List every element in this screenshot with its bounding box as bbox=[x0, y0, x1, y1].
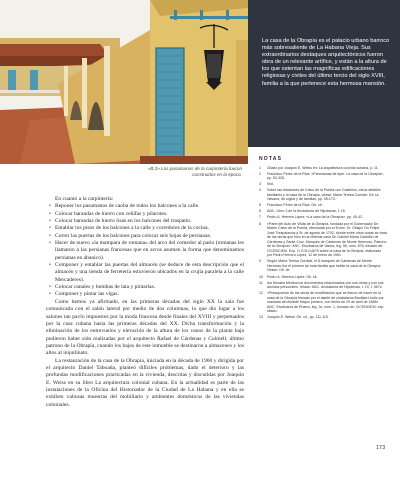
note-number: 7 bbox=[259, 215, 261, 220]
main-text bbox=[46, 196, 244, 409]
note-number: 4 bbox=[259, 188, 261, 193]
note-item bbox=[259, 182, 387, 187]
note-item bbox=[259, 166, 387, 171]
note-item bbox=[259, 172, 387, 181]
note-text: ANC. Libro 3 de la Anotaduría de Hipotecas, f. 15. bbox=[267, 209, 346, 214]
note-number: 10 bbox=[259, 274, 263, 279]
bullet-list bbox=[46, 203, 244, 298]
photo-caption: «B.3» Los pasamanos de la carpintería fueron construidos en la época. bbox=[147, 166, 242, 177]
note-text: Sobre las relaciones de Calvo de la Puerta con Castellón, cerca detalles familiares y la casa de la Obrapía, véase: María Teresa Cornide: De La Havana, de siglos y de familias, pp. 95-173. bbox=[267, 188, 381, 202]
body-paragraph: La restauración de la casa de la Obrapía, iniciada en la década de 1960 y dirigida por el arquitecto Daniel Taboada, planteó difíciles problemas, dado el deterioro y las profundas modificaciones practicadas en la vivienda, descritas y discutidas por Joaquín E. Weiss en su libro La arquitectura colonial cubana. En la actualidad es parte de las instalaciones de la Oficina del Historiador de la Ciudad de La Habana y en ella se exhiben valiosas muestras del mobiliario y ambientes domésticos de las viviendas coloniales. bbox=[46, 357, 244, 408]
notes-section bbox=[259, 157, 387, 321]
bullet-item: • Reponer los pasamanos de caoba de todos los balcones a la calle. bbox=[46, 203, 244, 210]
note-text: Así firmaba Medina los documentos relacionados con sus obras y con sus asuntos personales. Véase: ANC. Anotaduría de Hipotecas, t. 19, f. 3674. bbox=[267, 280, 384, 290]
notes-list bbox=[259, 166, 387, 320]
note-text: Ibid. bbox=[267, 182, 274, 187]
note-text: Francisco Pérez de la Riva: «Panoramas de ayer. La casa de la Obrapía», pp. 53-328. bbox=[267, 171, 384, 181]
bullet-item: • Entablar los pisos de los balcones a la calle y corredores de la cocina. bbox=[46, 225, 244, 232]
intro-line: En cuanto a la carpintería: bbox=[55, 196, 114, 202]
note-number: 13 bbox=[259, 315, 263, 320]
courtyard-photo bbox=[0, 0, 248, 164]
bullet-item: • Hacer de nuevo «la mampara de romana» del arco del comedor al patio (romanas les llamaron a las persianas francesas que en arcos asumen la forma que denominamos persianas en abanico). bbox=[46, 240, 244, 262]
note-number: 9 bbox=[259, 259, 261, 264]
note-number: 5 bbox=[259, 203, 261, 208]
bullet-item: • Componer y entablar las puertas del almacén (se deduce de esta descripción que el almacén y una tienda de ferretería estuvieron ubicados en la crujía paralela a la calle Mercaderes). bbox=[46, 262, 244, 284]
note-text: Pedro A. Herrera López: «La casa de la Obrapía», pp. 40-42. bbox=[267, 215, 364, 220]
note-number: 1 bbox=[259, 165, 261, 170]
note-number: 2 bbox=[259, 171, 261, 176]
body-paragraph: Como hemos ya afirmado, en las primeras décadas del siglo XX la sala fue comunicada con el salón lateral por medio de dos columnas, lo que dio lugar a los salones tan pavlo impuestos por la moda francesa desde finales del XVIII y perpetuados por la casa cubana hasta las primeras décadas del XX. Dicha transformación y la eliminación de los entrevuelos y elevación de la altura de los vanos de la planta baja pudieron haber sido realizadas por el arquitecto Rafael de Cárdenas y Culmell, último patrono de la Obrapía, cuando los bajos de este inmueble se destinaron a almacenes y los altos al inquilinato. bbox=[46, 298, 244, 357]
note-text: Pedro A. Herrera López: Ob. cit. bbox=[267, 274, 318, 279]
note-item bbox=[259, 188, 387, 202]
notes-title: NOTAS bbox=[259, 156, 283, 162]
note-item bbox=[259, 203, 387, 208]
note-item bbox=[259, 222, 387, 258]
note-item bbox=[259, 215, 387, 220]
sidebar-box bbox=[248, 0, 400, 147]
note-text: «Parte del Auto de Visita de la Obrapía, fundada por el Gobernador Dn Martín Calvo de la Puerta, efectuada por el Exmo. Sr. Obispo Dn Felipe José Trespalacios y Sr. de agosto de 1792, donde entre otros cosas se trata de las obras que hizo en la referida casa Dn Gabriel María Castillón de Cárdenas y Santa Cruz, Marqués de Cárdenas de Monte Hermoso, Patrono de la Obrapía». ANC. Escribanía de Varios, leg. 55, núm. 876, tomado de: CICENCIEM. Exp. O.O.N./14079 sobre la casa de la Obrapía, elaborado por Pedro Herrera López, 12 de enero de 1961. bbox=[267, 221, 387, 258]
note-text: Joaquín E. Weiss: Ob. cit., pp. 111-115. bbox=[267, 315, 329, 320]
note-item bbox=[259, 209, 387, 214]
note-number: 11 bbox=[259, 280, 263, 285]
bullet-item: • Colocar barandas de hierro con ceñifas y pilarotes. bbox=[46, 211, 244, 218]
note-text: Francisco Pérez de la Riva: Ob. cit. bbox=[267, 203, 323, 208]
note-item bbox=[259, 291, 387, 314]
page-number: 173 bbox=[376, 445, 386, 451]
sidebar-text: La casa de la Obrapía es el palacio urbano barroco más sobresaliente de La Habana Vieja. Sus extraordinarios destaques arquitectónicos fueron obra de un relevante artífice, y están a la altura de los que ostentan las magníficas edificaciones religiosas y civiles del último tercio del siglo XVIII, familia a la que pertenece esta hermosa mansión. bbox=[262, 38, 390, 87]
note-item bbox=[259, 275, 387, 280]
bullet-item: • Componer y pintar las vigas. bbox=[46, 291, 244, 298]
bullet-item: • Correr las puertas de los balcones para colocar seis hojas de persianas. bbox=[46, 233, 244, 240]
note-item bbox=[259, 281, 387, 290]
note-number: 3 bbox=[259, 182, 261, 187]
note-number: 6 bbox=[259, 209, 261, 214]
note-text: «Presupuesto de las obras de modificación que se fueron de hacer en la casa de la Obrapía firmado por el alarife de ciudadanía Bautista Lindiz por mandato del Alcalde Mayor primero, con fecha de 29 de abril de 1858». ANC. Escribanía de Ebarro, leg. 3x, núm. 1, tomado de: CICENCIEM, exp. citado. bbox=[267, 291, 385, 314]
note-number: 12 bbox=[259, 291, 263, 296]
note-item bbox=[259, 315, 387, 320]
bullet-item: • Colocar barandas de hierro lisas en los balcones del traspatio. bbox=[46, 218, 244, 225]
bullet-item: • Colocar canales y bombas de lata y pintarlas. bbox=[46, 284, 244, 291]
note-text: Citado por Joaquín E. Weiss en: La arquitectura colonial cubana, p. 11. bbox=[267, 165, 379, 170]
note-number: 8 bbox=[259, 221, 261, 226]
note-text: Según María Teresa Cornide, el 8 marqués de Cárdenas de Monte Hermoso fue el primero de esta familia que habitó la casa de la Obrapía. Véase: Ob. cit. bbox=[267, 259, 382, 273]
note-item bbox=[259, 259, 387, 273]
